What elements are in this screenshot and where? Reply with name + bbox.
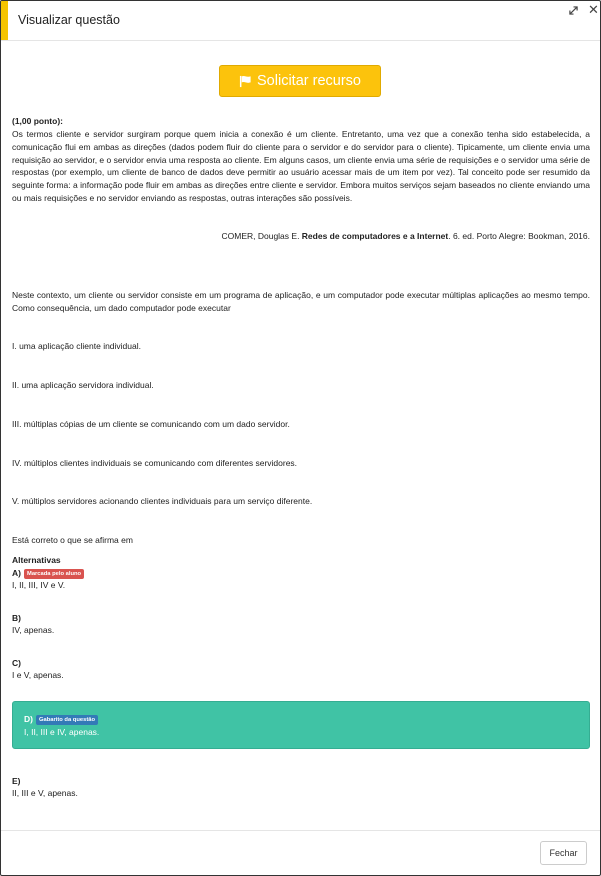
statement-item: IV. múltiplos clientes individuais se comunicando com diferentes servidores. bbox=[12, 458, 298, 468]
student-answer-badge: Marcada pelo aluno bbox=[24, 569, 84, 579]
alternative-text: I e V, apenas. bbox=[12, 670, 64, 680]
citation-rest: . 6. ed. Porto Alegre: Bookman, 2016. bbox=[448, 231, 590, 241]
alternative-text: I, II, III e IV, apenas. bbox=[24, 727, 100, 737]
alternative-a-header bbox=[12, 567, 590, 580]
alternative-text: I, II, III, IV e V. bbox=[12, 580, 66, 590]
modal-title: Visualizar questão bbox=[18, 13, 120, 27]
question-passage: Os termos cliente e servidor surgiram porque quem inicia a conexão é um cliente. Entretanto, uma vez que a conexão tenha sido estabelecida, a comunicação flui em ambas as direções (dados podem fluir do cliente para o servidor e do servidor para o cliente). Tipicamente, um cliente envia uma requisição ao servidor, e o servidor envia uma resposta ao cliente. Em alguns casos, um cliente envia uma série de requisições e o servidor uma série de respostas (por exemplo, um cliente de banco de dados deve permitir ao usuário acessar mais de um item por vez). Tal conceito pode ser resumido da seguinte forma: a informação pode fluir em ambas as direções entre cliente e servidor. Embora muitos serviços sejam baseados no cliente enviando uma ou mais requisições e no servidor enviando as respostas, outras interações são possíveis. bbox=[12, 129, 590, 203]
alternatives-heading: Alternativas bbox=[12, 555, 61, 565]
modal-header bbox=[1, 1, 600, 41]
expand-icon[interactable] bbox=[569, 6, 578, 15]
question-points: (1,00 ponto): bbox=[12, 116, 63, 126]
citation-author: COMER, Douglas E. bbox=[221, 231, 302, 241]
statement-item: III. múltiplas cópias de um cliente se comunicando com um dado servidor. bbox=[12, 419, 290, 429]
close-icon[interactable]: ✕ bbox=[588, 2, 599, 17]
citation bbox=[221, 231, 590, 241]
alternative-letter: D) bbox=[24, 714, 33, 724]
question-prompt: Está correto o que se afirma em bbox=[12, 535, 133, 545]
modal-footer-divider bbox=[1, 830, 600, 831]
flag-icon bbox=[239, 75, 252, 88]
alternative-letter: E) bbox=[12, 776, 21, 786]
alternative-letter: B) bbox=[12, 613, 21, 623]
alternative-text: II, III e V, apenas. bbox=[12, 788, 78, 798]
alternative-letter: C) bbox=[12, 658, 21, 668]
request-appeal-label: Solicitar recurso bbox=[257, 73, 361, 89]
alternative-text: IV, apenas. bbox=[12, 625, 55, 635]
answer-key-badge: Gabarito da questão bbox=[36, 715, 98, 725]
correct-alternative-box bbox=[12, 701, 590, 749]
request-appeal-button[interactable] bbox=[219, 65, 381, 97]
alternative-letter: A) bbox=[12, 568, 21, 578]
statement-item: I. uma aplicação cliente individual. bbox=[12, 341, 141, 351]
alternative-d-header bbox=[24, 714, 98, 725]
close-button[interactable]: Fechar bbox=[540, 841, 587, 865]
statement-item: II. uma aplicação servidora individual. bbox=[12, 380, 154, 390]
citation-book: Redes de computadores e a Internet bbox=[301, 231, 449, 241]
question-context: Neste contexto, um cliente ou servidor consiste em um programa de aplicação, e um computador pode executar múltiplas aplicações ao mesmo tempo. Como consequência, um dado computador pode executar bbox=[12, 290, 590, 313]
statement-item: V. múltiplos servidores acionando clientes individuais para um serviço diferente. bbox=[12, 496, 313, 506]
